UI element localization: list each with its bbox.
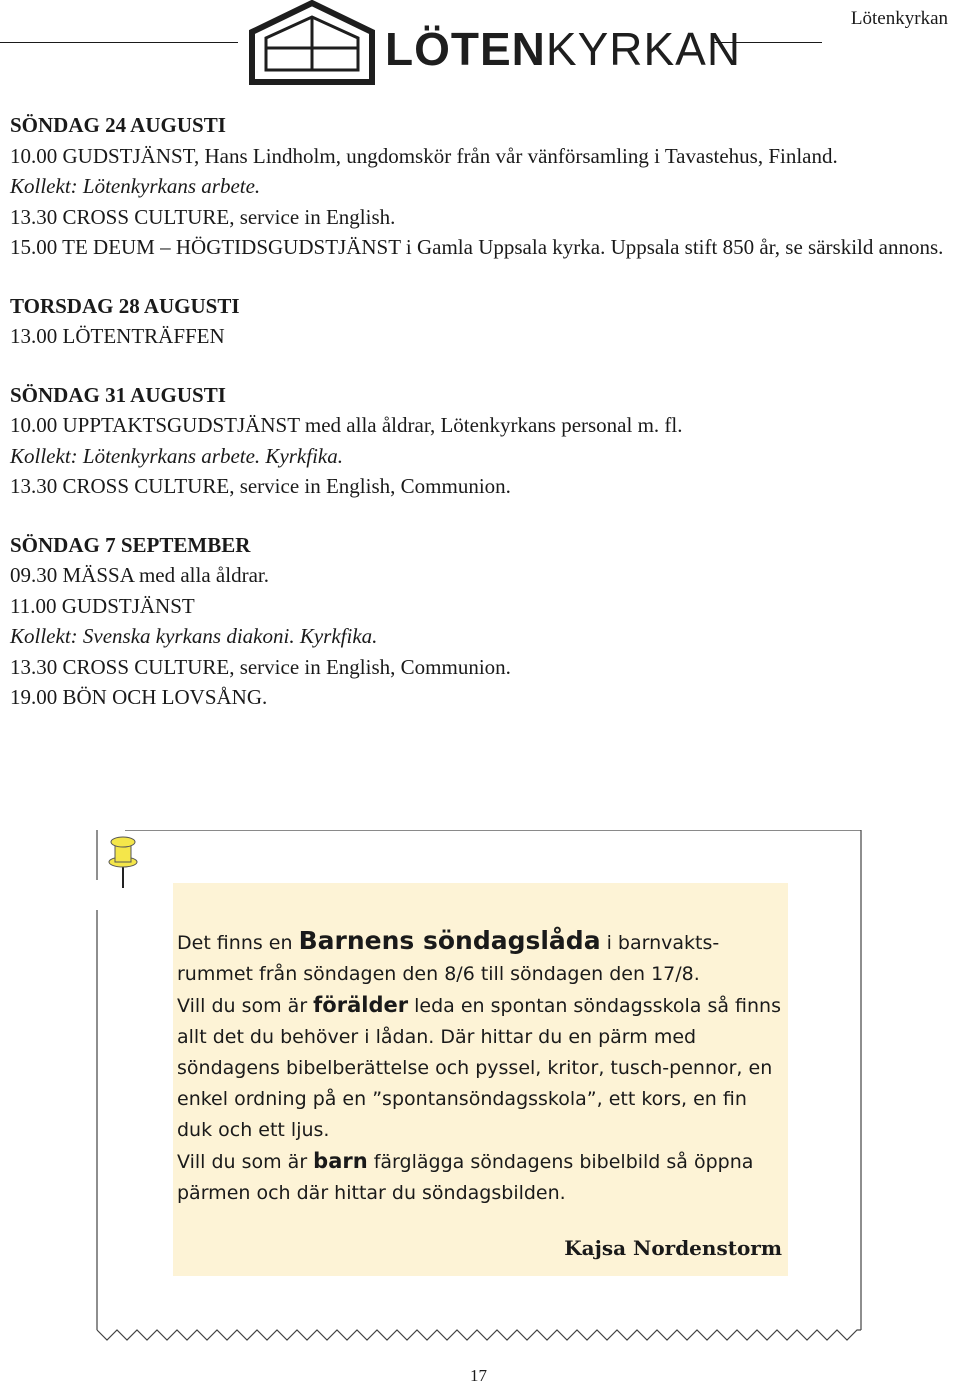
collection-note: Kollekt: Svenska kyrkans diakoni. Kyrkfika. xyxy=(10,624,378,648)
schedule-day xyxy=(10,530,945,713)
service-item: 10.00 UPPTAKTSGUDSTJÄNST med alla åldrar, Lötenkyrkans personal m. fl. xyxy=(10,413,683,437)
service-item: 13.30 CROSS CULTURE, service in English. xyxy=(10,204,396,229)
service-schedule xyxy=(10,110,945,741)
logo-wordmark: LÖTENKYRKAN xyxy=(385,23,742,75)
notice-signature: Kajsa Nordenstorm xyxy=(564,1236,782,1260)
schedule-day xyxy=(10,380,945,502)
church-window-logo-icon xyxy=(242,0,382,90)
notice-highlight-foralder: förälder xyxy=(313,993,409,1017)
service-item: 19.00 BÖN OCH LOVSÅNG. xyxy=(10,685,268,709)
notice-box xyxy=(95,830,863,1350)
notice-paragraph-2: Vill du som är förälder leda en spontan söndagsskola så finns allt det du behöver i lådan. Där hittar du en pärm med söndagens bibelberättelse och pyssel, kritor, tusch-pennor, en enkel ordning på en ”spontansöndagsskola”, ett kors, en fin duk och ett ljus. xyxy=(177,993,781,1141)
page-header xyxy=(0,0,960,90)
service-item: 13.00 LÖTENTRÄFFEN xyxy=(10,324,225,348)
push-pin-icon xyxy=(95,830,155,890)
service-item: 13.30 CROSS CULTURE, service in English, Communion. xyxy=(10,654,511,679)
service-item: 13.30 CROSS CULTURE, service in English, Communion. xyxy=(10,474,511,498)
header-rule-right xyxy=(712,42,822,43)
service-item: 10.00 GUDSTJÄNST, Hans Lindholm, ungdomskör från vår vänförsamling i Tavastehus, Finland. xyxy=(10,143,838,168)
header-rule-left xyxy=(0,42,238,43)
notice-paragraph-1: Det finns en Barnens söndagslåda i barnvakts-rummet från söndagen den 8/6 till söndagen den 17/8. xyxy=(177,926,720,985)
page-number: 17 xyxy=(470,1366,487,1385)
day-heading: TORSDAG 28 AUGUSTI xyxy=(10,293,240,318)
notice-paragraph-3: Vill du som är barn färglägga söndagens bibelbild så öppna pärmen och där hittar du söndagsbilden. xyxy=(177,1149,754,1204)
header-church-name: Lötenkyrkan xyxy=(850,8,948,29)
collection-note: Kollekt: Lötenkyrkans arbete. Kyrkfika. xyxy=(10,443,343,468)
day-heading: SÖNDAG 7 SEPTEMBER xyxy=(10,532,251,557)
service-item: 09.30 MÄSSA med alla åldrar. xyxy=(10,563,269,587)
service-item: 15.00 TE DEUM – HÖGTIDSGUDSTJÄNST i Gamla Uppsala kyrka. Uppsala stift 850 år, se särskild annons. xyxy=(10,235,944,259)
day-heading: SÖNDAG 24 AUGUSTI xyxy=(10,113,226,137)
schedule-day xyxy=(10,110,945,263)
notice-highlight-barnens: Barnens söndagslåda xyxy=(298,926,601,955)
schedule-day xyxy=(10,291,945,352)
collection-note: Kollekt: Lötenkyrkans arbete. xyxy=(10,174,261,198)
notice-content xyxy=(173,883,788,1276)
notice-highlight-barn: barn xyxy=(313,1149,368,1173)
day-heading: SÖNDAG 31 AUGUSTI xyxy=(10,382,226,407)
service-item: 11.00 GUDSTJÄNST xyxy=(10,593,195,618)
